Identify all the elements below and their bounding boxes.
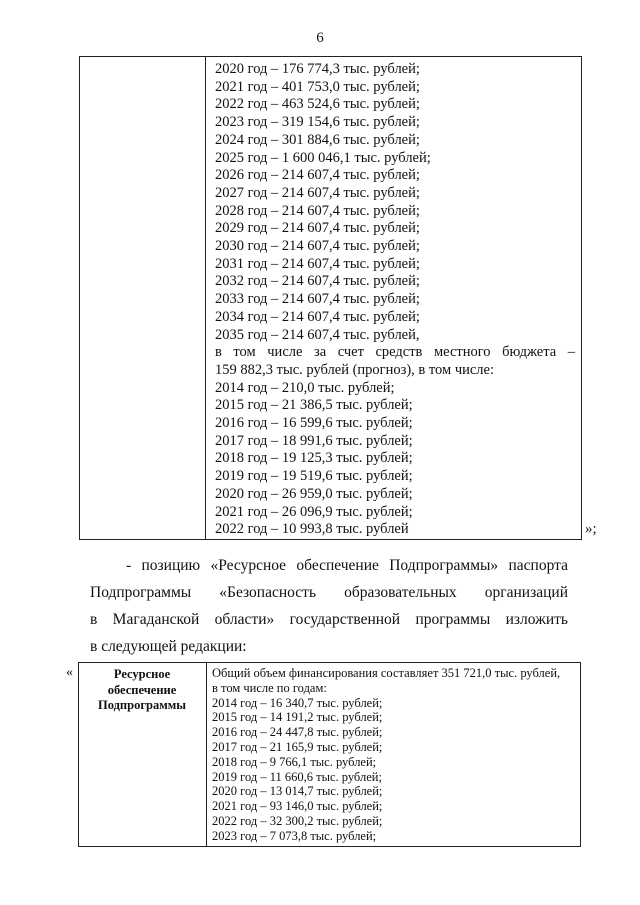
funding-line: 2017 год – 18 991,6 тыс. рублей; (215, 432, 413, 449)
resource-provision-cell (212, 666, 576, 844)
funding-line: в том числе по годам: (212, 680, 327, 695)
total-funding-line: Общий объем финансирования составляет 351 721,0 тыс. рублей, (212, 666, 561, 680)
paragraph-line: в Магаданской области» государственной программы изложить (90, 611, 568, 628)
funding-line: 2029 год – 214 607,4 тыс. рублей; (215, 220, 420, 237)
funding-line: 2015 год – 21 386,5 тыс. рублей; (215, 397, 413, 414)
funding-line: 2022 год – 32 300,2 тыс. рублей; (212, 813, 383, 828)
local-budget-total-line: 159 882,3 тыс. рублей (прогноз), в том числе: (215, 361, 495, 378)
funding-line: 2022 год – 10 993,8 тыс. рублей (215, 521, 409, 538)
page-number: 6 (316, 30, 324, 46)
closing-quote: »; (585, 521, 597, 537)
funding-line: 2027 год – 214 607,4 тыс. рублей; (215, 184, 420, 201)
funding-line: 2023 год – 7 073,8 тыс. рублей; (212, 828, 377, 843)
funding-line: 2016 год – 24 447,8 тыс. рублей; (212, 725, 383, 740)
funding-line: 2020 год – 26 959,0 тыс. рублей; (215, 485, 413, 502)
funding-line: 2030 год – 214 607,4 тыс. рублей; (215, 238, 420, 255)
funding-line: 2023 год – 319 154,6 тыс. рублей; (215, 114, 420, 131)
funding-cell (215, 61, 575, 539)
paragraph-line: Подпрограммы «Безопасность образовательных организаций (90, 584, 568, 601)
funding-line: 2020 год – 176 774,3 тыс. рублей; (215, 61, 420, 77)
amendment-paragraph (90, 552, 568, 660)
funding-line: 2019 год – 11 660,6 тыс. рублей; (212, 769, 382, 784)
column-divider (205, 57, 206, 539)
funding-line: 2016 год – 16 599,6 тыс. рублей; (215, 415, 413, 432)
funding-line: 2022 год – 463 524,6 тыс. рублей; (215, 96, 420, 113)
funding-line: 2020 год – 13 014,7 тыс. рублей; (212, 784, 383, 799)
funding-line: 2019 год – 19 519,6 тыс. рублей; (215, 468, 413, 485)
funding-line: 2028 год – 214 607,4 тыс. рублей; (215, 202, 420, 219)
funding-line: 2015 год – 14 191,2 тыс. рублей; (212, 710, 383, 725)
local-budget-line: в том числе за счет средств местного бюджета – (215, 344, 575, 361)
funding-line: 2018 год – 9 766,1 тыс. рублей; (212, 754, 377, 769)
funding-line: 2033 год – 214 607,4 тыс. рублей; (215, 291, 420, 308)
resource-provision-header: Ресурсное обеспечение Подпрограммы (97, 667, 186, 712)
funding-table-continuation (79, 56, 582, 540)
funding-line: 2024 год – 301 884,6 тыс. рублей; (215, 131, 420, 148)
funding-line: 2031 год – 214 607,4 тыс. рублей; (215, 255, 420, 272)
funding-line: 2021 год – 26 096,9 тыс. рублей; (215, 503, 413, 520)
funding-line: 2026 год – 214 607,4 тыс. рублей; (215, 167, 420, 184)
paragraph-line: - позицию «Ресурсное обеспечение Подпрограммы» паспорта (126, 557, 568, 574)
funding-line: 2034 год – 214 607,4 тыс. рублей; (215, 308, 420, 325)
funding-line: 2017 год – 21 165,9 тыс. рублей; (212, 739, 383, 754)
funding-line: 2035 год – 214 607,4 тыс. рублей, (215, 326, 420, 343)
opening-quote: « (66, 665, 73, 680)
paragraph-line: в следующей редакции: (90, 638, 247, 655)
funding-line: 2018 год – 19 125,3 тыс. рублей; (215, 450, 413, 467)
resource-provision-table (78, 662, 581, 847)
funding-line: 2014 год – 16 340,7 тыс. рублей; (212, 695, 383, 710)
funding-line: 2025 год – 1 600 046,1 тыс. рублей; (215, 149, 431, 166)
funding-line: 2032 год – 214 607,4 тыс. рублей; (215, 273, 420, 290)
funding-line: 2021 год – 93 146,0 тыс. рублей; (212, 799, 383, 814)
funding-line: 2014 год – 210,0 тыс. рублей; (215, 379, 395, 396)
funding-line: 2021 год – 401 753,0 тыс. рублей; (215, 78, 420, 95)
column-divider (206, 663, 207, 846)
